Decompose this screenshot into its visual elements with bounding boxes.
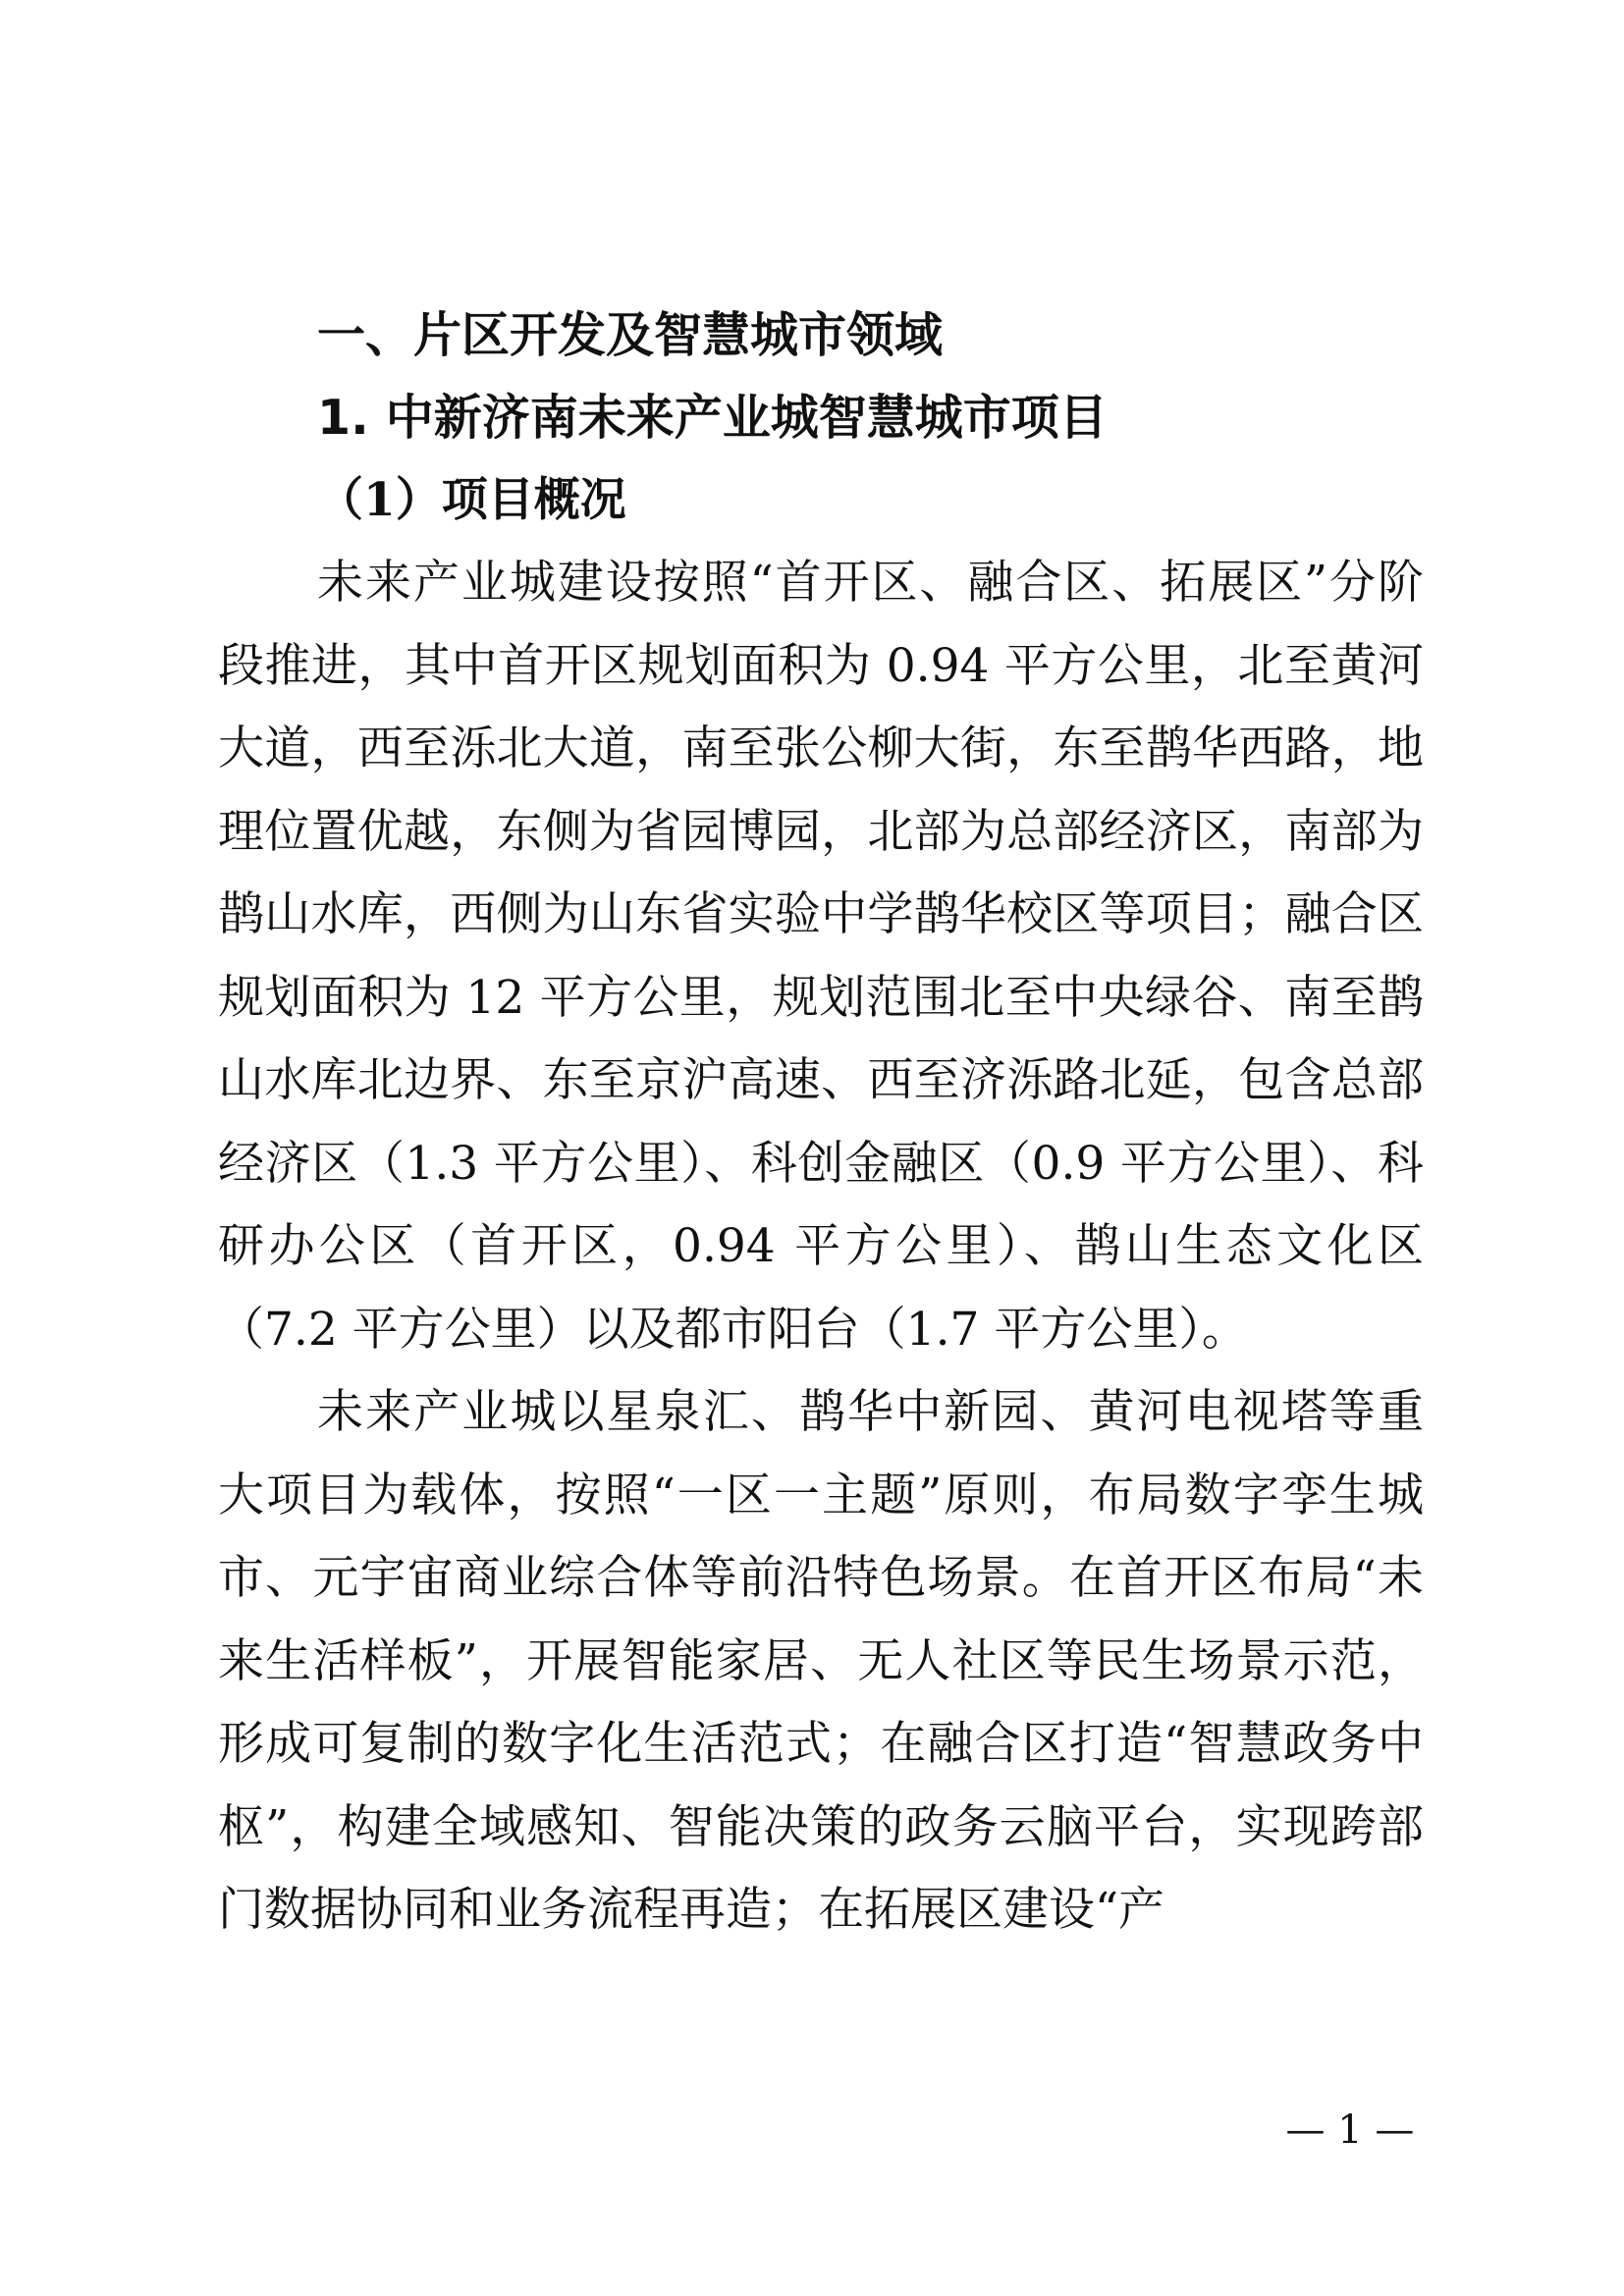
body-text [218, 294, 1424, 1952]
project-title: 1. 中新济南未来产业城智慧城市项目 [317, 390, 1108, 446]
paragraph-overview: 未来产业城建设按照“首开区、融合区、拓展区”分阶段推进，其中首开区规划面积为 0.94 平方公里，北至黄河大道，西至泺北大道，南至张公柳大街，东至鹊华西路，地理位置优越，东侧为省园博园，北部为总部经济区，南部为鹊山水库，西侧为山东省实验中学鹊华校区等项目；融合区规划面积为 12 平方公里，规划范围北至中央绿谷、南至鹊山水库北边界、东至京沪高速、西至济泺路北延，包含总部经济区（1.3 平方公里）、科创金融区（0.9 平方公里）、科研办公区（首开区，0.94 平方公里）、鹊山生态文化区（7.2 平方公里）以及都市阳台（1.7 平方公里）。 [218, 556, 1424, 1357]
page-number: — 1 — [1285, 2108, 1415, 2153]
section-title: 一、片区开发及智慧城市领域 [317, 307, 944, 363]
subsection-heading: （1）项目概况 [317, 473, 626, 527]
paragraph-scenarios: 未来产业城以星泉汇、鹊华中新园、黄河电视塔等重大项目为载体，按照“一区一主题”原则，布局数字孪生城市、元宇宙商业综合体等前沿特色场景。在首开区布局“未来生活样板”，开展智能家居、无人社区等民生场景示范，形成可复制的数字化生活范式；在融合区打造“智慧政务中枢”，构建全域感知、智能决策的政务云脑平台，实现跨部门数据协同和业务流程再造；在拓展区建设“产 [218, 1385, 1424, 1937]
